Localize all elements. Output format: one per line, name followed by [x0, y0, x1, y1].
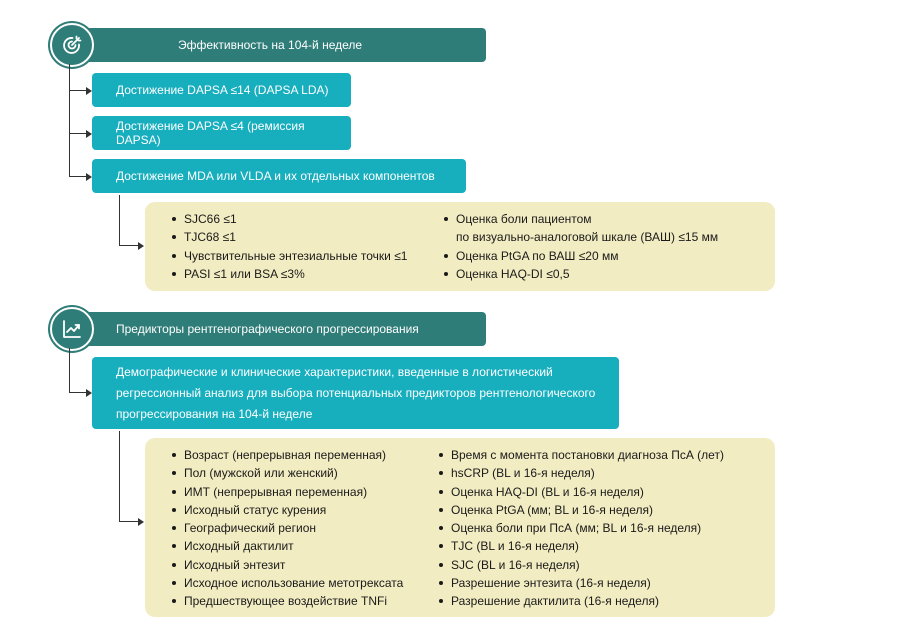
- section1-title: Эффективность на 104-й неделе: [178, 38, 363, 52]
- list-item: hsCRP (BL и 16-я неделя): [439, 464, 724, 482]
- section2-header: [70, 312, 486, 346]
- list-item: Исходный дактилит: [172, 537, 403, 555]
- list-item: Пол (мужской или женский): [172, 464, 403, 482]
- list-item: Исходный статус курения: [172, 501, 403, 519]
- list-item: SJC66 ≤1: [172, 210, 407, 228]
- list-item: ИМТ (непрерывная переменная): [172, 483, 403, 501]
- target-icon: [60, 33, 84, 57]
- predictors-right-list: [439, 446, 724, 611]
- list-item: Оценка боли пациентом: [444, 210, 718, 228]
- list-item: PASI ≤1 или BSA ≤3%: [172, 265, 407, 283]
- list-item: Оценка HAQ-DI ≤0,5: [444, 265, 718, 283]
- predictors-box: [145, 438, 775, 617]
- components-right-list: [444, 210, 718, 283]
- list-item: Чувствительные энтезиальные точки ≤1: [172, 247, 407, 265]
- mda-components-box: [145, 202, 775, 291]
- list-item: Возраст (непрерывная переменная): [172, 446, 403, 464]
- list-item: Время с момента постановки диагноза ПсА (лет): [439, 446, 724, 464]
- arrow-components: [138, 242, 144, 250]
- section2-trunk-line: [69, 348, 70, 392]
- predictors-left-list: [172, 446, 403, 611]
- predictors-description: Демографические и клинические характеристики, введенные в логистический регрессионный анализ для выбора потенциальных предикторов рентгенологического прогрессирования на 104-й неделе: [116, 364, 596, 421]
- item-mda-vlda-label: Достижение MDA или VLDA и их отдельных компонентов: [116, 169, 435, 183]
- section1-icon-badge: [50, 23, 94, 67]
- list-item: Предшествующее воздействие TNFi: [172, 592, 403, 610]
- list-item: Разрешение дактилита (16-я неделя): [439, 592, 724, 610]
- list-item: Исходный энтезит: [172, 556, 403, 574]
- section1-trunk-line: [69, 64, 70, 177]
- item-dapsa-remission-label: Достижение DAPSA ≤4 (ремиссия DAPSA): [116, 119, 305, 147]
- section1-header: [70, 28, 486, 62]
- list-item: Оценка боли при ПсА (мм; BL и 16-я неделя): [439, 519, 724, 537]
- trend-chart-icon: [60, 317, 84, 341]
- components-connector-vertical: [119, 195, 120, 245]
- components-left-list: [172, 210, 407, 283]
- section2-title: Предикторы рентгенографического прогрессирования: [116, 322, 419, 336]
- list-item: TJC68 ≤1: [172, 228, 407, 246]
- item-mda-vlda: [92, 159, 466, 193]
- list-item: TJC (BL и 16-я неделя): [439, 537, 724, 555]
- predictors-connector-vertical: [119, 431, 120, 521]
- list-item: Оценка PtGA по ВАШ ≤20 мм: [444, 247, 718, 265]
- list-item-continuation: по визуально-аналоговой шкале (ВАШ) ≤15 мм: [456, 230, 719, 245]
- item-dapsa-lda-label: Достижение DAPSA ≤14 (DAPSA LDA): [116, 83, 329, 97]
- list-item: Оценка HAQ-DI (BL и 16-я неделя): [439, 483, 724, 501]
- predictors-description-box: [92, 357, 619, 429]
- list-item: Оценка PtGA (мм; BL и 16-я неделя): [439, 501, 724, 519]
- section2-icon-badge: [50, 307, 94, 351]
- list-item: Разрешение энтезита (16-я неделя): [439, 574, 724, 592]
- list-item: Географический регион: [172, 519, 403, 537]
- item-dapsa-remission: [92, 116, 351, 150]
- list-item: Исходное использование метотрексата: [172, 574, 403, 592]
- arrow-predictors: [138, 518, 144, 526]
- list-item: SJC (BL и 16-я неделя): [439, 556, 724, 574]
- item-dapsa-lda: [92, 73, 351, 107]
